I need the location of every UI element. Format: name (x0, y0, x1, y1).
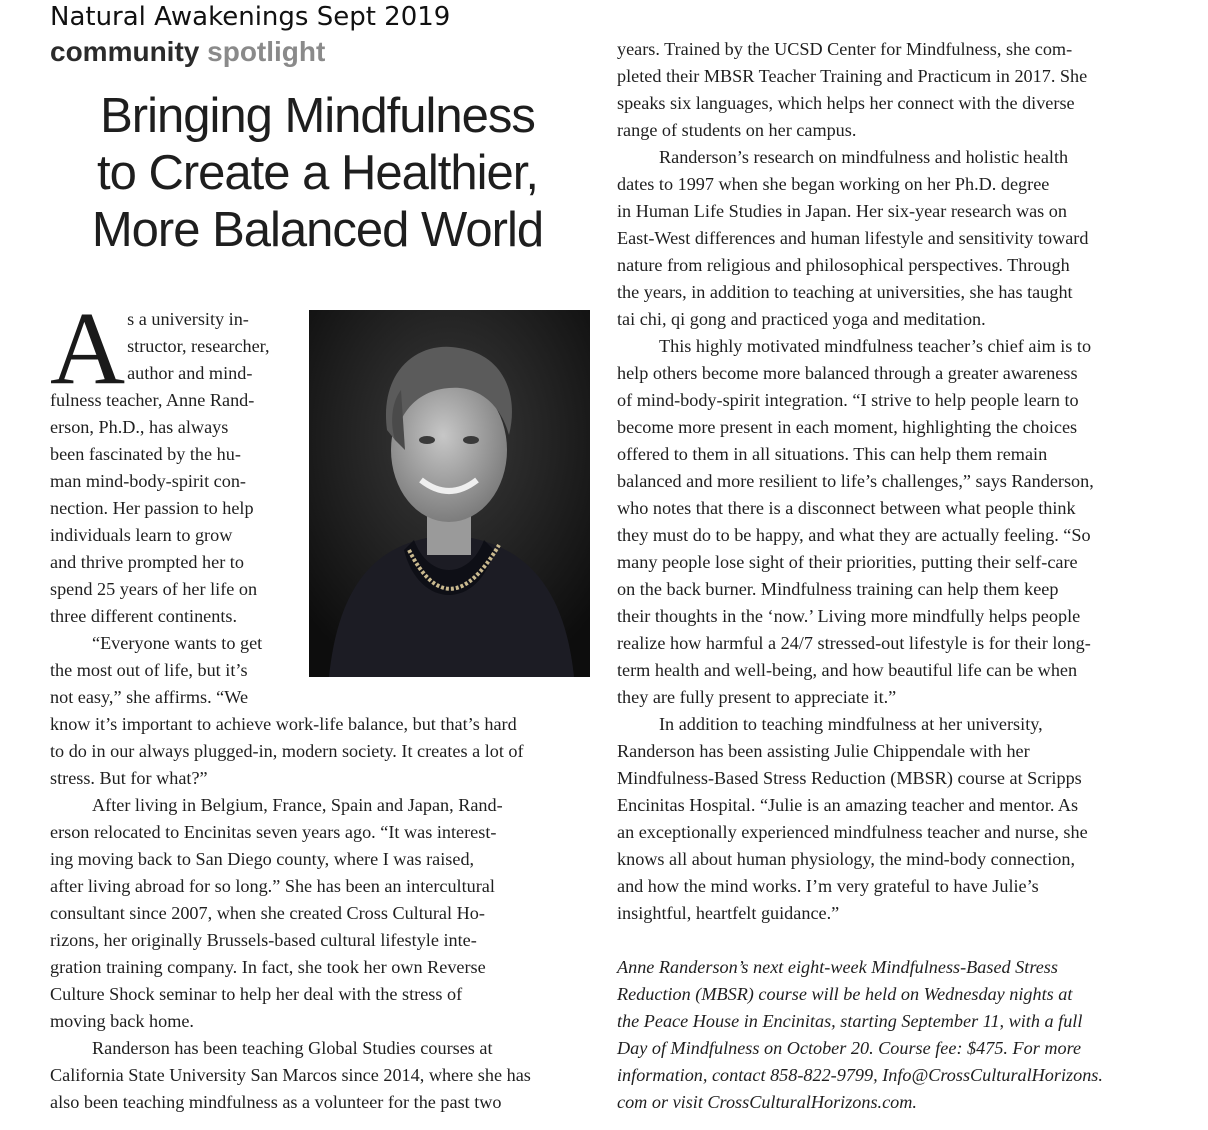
text-line: author and mind- (127, 363, 253, 383)
text-line: been fascinated by the hu- (50, 444, 241, 464)
text-line: realize how harmful a 24/7 stressed-out lifestyle is for their long- (617, 633, 1091, 653)
text-line: information, contact 858-822-9799, Info@CrossCulturalHorizons. (617, 1065, 1103, 1085)
text-line: the most out of life, but it’s (50, 660, 248, 680)
text-line: Anne Randerson’s next eight-week Mindfulness-Based Stress (617, 957, 1058, 977)
research-paragraph (617, 144, 1157, 333)
text-line: spend 25 years of her life on (50, 579, 258, 599)
headline-line: to Create a Healthier, (96, 146, 539, 200)
text-line: their thoughts in the ‘now.’ Living more mindfully helps people (617, 606, 1081, 626)
text-line: Mindfulness-Based Stress Reduction (MBSR) course at Scripps (617, 768, 1082, 788)
publication-label: Natural Awakenings Sept 2019 (50, 2, 451, 32)
quote-paragraph (50, 630, 595, 792)
text-line: speaks six languages, which helps her connect with the diverse (617, 93, 1075, 113)
text-line: range of students on her campus. (617, 120, 857, 140)
text-line: stress. But for what?” (50, 768, 208, 788)
article-column-left (50, 291, 595, 1116)
text-line: s a university in- (127, 309, 249, 329)
text-line: of mind-body-spirit integration. “I strive to help people learn to (617, 390, 1079, 410)
text-line: consultant since 2007, when she created Cross Cultural Ho- (50, 903, 485, 923)
text-line: In addition to teaching mindfulness at her university, (659, 714, 1043, 734)
text-line: Randerson’s research on mindfulness and holistic health (659, 147, 1069, 167)
text-line: the years, in addition to teaching at universities, she has taught (617, 282, 1073, 302)
text-line: individuals learn to grow (50, 525, 233, 545)
text-line: nature from religious and philosophical perspectives. Through (617, 255, 1070, 275)
text-line: know it’s important to achieve work-life balance, but that’s hard (50, 714, 517, 734)
assisting-paragraph (617, 711, 1157, 927)
drop-cap: A (50, 291, 126, 406)
text-line: and how the mind works. I’m very grateful to have Julie’s (617, 876, 1039, 896)
text-line: also been teaching mindfulness as a volunteer for the past two (50, 1092, 502, 1112)
section-word-spotlight: spotlight (207, 36, 326, 67)
aim-paragraph (617, 333, 1157, 711)
text-line: the Peace House in Encinitas, starting September 11, with a full (617, 1011, 1083, 1031)
text-line: tai chi, qi gong and practiced yoga and meditation. (617, 309, 986, 329)
text-line: This highly motivated mindfulness teacher’s chief aim is to (659, 336, 1092, 356)
text-line: structor, researcher, (127, 336, 270, 356)
text-line: on the back burner. Mindfulness training can help them keep (617, 579, 1059, 599)
text-line: in Human Life Studies in Japan. Her six-year research was on (617, 201, 1067, 221)
course-info-note (617, 954, 1157, 1116)
text-line: offered to them in all situations. This can help them remain (617, 444, 1048, 464)
text-line: years. Trained by the UCSD Center for Mindfulness, she com- (617, 39, 1073, 59)
text-line: not easy,” she affirms. “We (50, 687, 249, 707)
article-column-right (617, 36, 1157, 1116)
text-line: man mind-body-spirit con- (50, 471, 246, 491)
intro-paragraph (50, 291, 595, 630)
text-line: gration training company. In fact, she took her own Reverse (50, 957, 486, 977)
text-line: Randerson has been teaching Global Studies courses at (92, 1038, 493, 1058)
text-line: to do in our always plugged-in, modern society. It creates a lot of (50, 741, 524, 761)
text-line: erson, Ph.D., has always (50, 417, 229, 437)
text-line: balanced and more resilient to life’s challenges,” says Randerson, (617, 471, 1094, 491)
section-label (50, 36, 325, 68)
text-line: moving back home. (50, 1011, 194, 1031)
text-line: “Everyone wants to get (92, 633, 263, 653)
text-line: and thrive prompted her to (50, 552, 244, 572)
text-line: Encinitas Hospital. “Julie is an amazing teacher and mentor. As (617, 795, 1079, 815)
text-line: Reduction (MBSR) course will be held on Wednesday nights at (617, 984, 1073, 1004)
headline-line: Bringing Mindfulness (100, 89, 535, 143)
text-line: three different continents. (50, 606, 238, 626)
text-line: East-West differences and human lifestyle and sensitivity toward (617, 228, 1089, 248)
text-line: insightful, heartfelt guidance.” (617, 903, 840, 923)
training-paragraph (617, 36, 1157, 144)
text-line: After living in Belgium, France, Spain and Japan, Rand- (92, 795, 503, 815)
relocation-paragraph (50, 792, 595, 1035)
text-line: after living abroad for so long.” She has been an intercultural (50, 876, 495, 896)
text-line: they are fully present to appreciate it.” (617, 687, 897, 707)
text-line: pleted their MBSR Teacher Training and Practicum in 2017. She (617, 66, 1088, 86)
teaching-paragraph (50, 1035, 595, 1116)
headline-line: More Balanced World (91, 203, 544, 257)
text-line: become more present in each moment, highlighting the choices (617, 417, 1078, 437)
text-line: Culture Shock seminar to help her deal with the stress of (50, 984, 463, 1004)
text-line: dates to 1997 when she began working on her Ph.D. degree (617, 174, 1050, 194)
text-line: help others become more balanced through a greater awareness (617, 363, 1078, 383)
text-line: term health and well-being, and how beautiful life can be when (617, 660, 1078, 680)
text-line: com or visit CrossCulturalHorizons.com. (617, 1092, 917, 1112)
text-line: Day of Mindfulness on October 20. Course fee: $475. For more (617, 1038, 1082, 1058)
text-line: they must do to be happy, and what they are actually feeling. “So (617, 525, 1091, 545)
text-line: ing moving back to San Diego county, where I was raised, (50, 849, 475, 869)
text-line: California State University San Marcos since 2014, where she has (50, 1065, 531, 1085)
text-line: fulness teacher, Anne Rand- (50, 390, 255, 410)
text-line: erson relocated to Encinitas seven years ago. “It was interest- (50, 822, 497, 842)
text-line: knows all about human physiology, the mind-body connection, (617, 849, 1075, 869)
article-headline (40, 88, 595, 259)
text-line: many people lose sight of their priorities, putting their self-care (617, 552, 1078, 572)
text-line: an exceptionally experienced mindfulness teacher and nurse, she (617, 822, 1088, 842)
text-line: who notes that there is a disconnect between what people think (617, 498, 1076, 518)
text-line: nection. Her passion to help (50, 498, 254, 518)
text-line: rizons, her originally Brussels-based cultural lifestyle inte- (50, 930, 477, 950)
section-word-community: community (50, 36, 200, 67)
text-line: Randerson has been assisting Julie Chippendale with her (617, 741, 1030, 761)
